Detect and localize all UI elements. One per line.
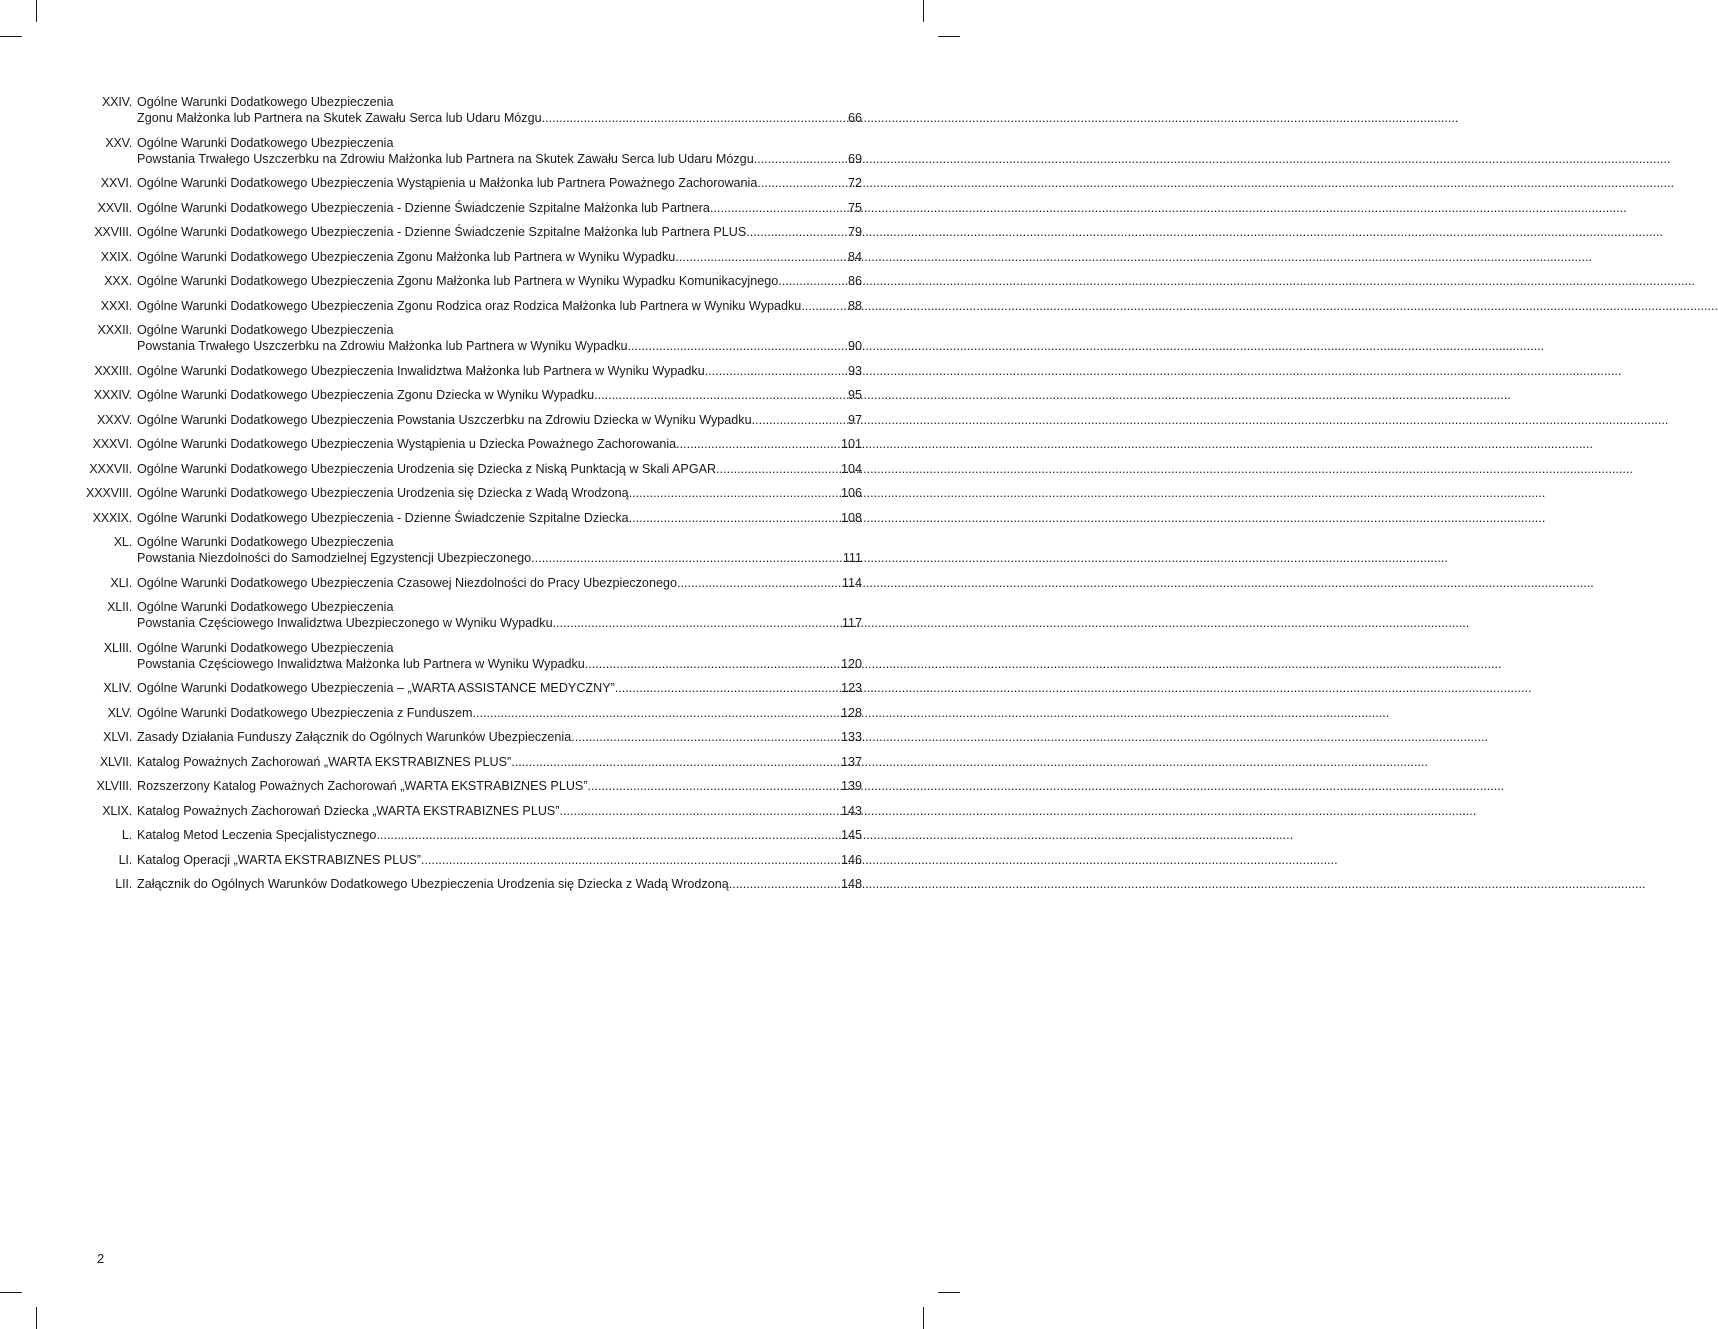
- toc-entry-title-line: Ogólne Warunki Dodatkowego Ubezpieczenia Urodzenia się Dziecka z Niską Punktacją w Skali APGAR: [137, 461, 717, 476]
- toc-entry-page: 86: [847, 274, 862, 288]
- toc-entry[interactable]: [0, 510, 960, 526]
- dot-leader: [629, 485, 841, 501]
- toc-entry-number: XXXII.: [97, 323, 132, 337]
- table-of-contents: [0, 94, 960, 901]
- toc-entry[interactable]: [0, 485, 960, 501]
- toc-entry-page: 95: [847, 388, 862, 402]
- toc-entry[interactable]: [0, 778, 960, 794]
- toc-entry[interactable]: [0, 387, 960, 403]
- toc-entry-title-line: Katalog Poważnych Zachorowań Dziecka „WARTA EKSTRABIZNES PLUS”: [137, 803, 560, 818]
- toc-entry[interactable]: [0, 827, 960, 843]
- toc-entry[interactable]: [0, 175, 960, 191]
- toc-entry-number: LI.: [118, 852, 132, 867]
- toc-entry-title-line: Ogólne Warunki Dodatkowego Ubezpieczenia Powstania Uszczerbku na Zdrowiu Dziecka w Wyniku Wypadku: [137, 412, 752, 427]
- toc-entry[interactable]: [0, 599, 960, 631]
- toc-entry[interactable]: [0, 322, 960, 354]
- toc-entry-page: 69: [847, 151, 862, 166]
- toc-entry-title-line: Powstania Niezdolności do Samodzielnej Egzystencji Ubezpieczonego: [137, 551, 532, 565]
- toc-entry-number: XXXIX.: [92, 510, 132, 525]
- toc-entry[interactable]: [0, 803, 960, 819]
- dot-leader: [729, 876, 841, 892]
- toc-entry-title-line: Ogólne Warunki Dodatkowego Ubezpieczenia z Funduszem: [137, 705, 473, 720]
- toc-entry-page: 120: [840, 656, 862, 671]
- toc-entry-number: L.: [121, 828, 132, 842]
- toc-entry-number: XLVI.: [103, 730, 132, 744]
- toc-entry-title-line: Powstania Trwałego Uszczerbku na Zdrowiu Małżonka lub Partnera na Skutek Zawału Serca lub Udaru Mózgu: [137, 151, 754, 166]
- toc-entry-number: XXXVIII.: [86, 486, 132, 500]
- toc-entry-page: 79: [847, 225, 862, 239]
- toc-entry-title-line: Ogólne Warunki Dodatkowego Ubezpieczenia Zgonu Rodzica oraz Rodzica Małżonka lub Partnera w Wyniku Wypadku: [137, 298, 802, 313]
- crop-mark-top-right: [923, 0, 924, 22]
- toc-entry-page: 93: [847, 363, 862, 378]
- dot-leader: [801, 298, 848, 314]
- toc-entry-title-line: Rozszerzony Katalog Poważnych Zachorowań „WARTA EKSTRABIZNES PLUS”: [137, 779, 588, 793]
- toc-entry-title-line: Ogólne Warunki Dodatkowego Ubezpieczenia Urodzenia się Dziecka z Wadą Wrodzoną: [137, 486, 629, 500]
- toc-entry-title-line: Załącznik do Ogólnych Warunków Dodatkowego Ubezpieczenia Urodzenia się Dziecka z Wadą Wrodzoną: [137, 877, 729, 891]
- toc-entry[interactable]: [0, 575, 960, 591]
- toc-entry[interactable]: [0, 754, 960, 770]
- toc-entry-page: 145: [840, 828, 862, 842]
- dot-leader: [585, 656, 841, 672]
- toc-entry-page: 90: [847, 339, 862, 353]
- dot-leader: [531, 550, 843, 566]
- dot-leader: [716, 461, 841, 477]
- dot-leader: [754, 151, 848, 167]
- toc-entry-title-line: Powstania Częściowego Inwalidztwa Małżonka lub Partnera w Wyniku Wypadku: [137, 656, 585, 671]
- toc-entry[interactable]: [0, 363, 960, 379]
- dot-leader: [746, 224, 848, 240]
- toc-entry-title-line: Ogólne Warunki Dodatkowego Ubezpieczenia: [137, 95, 394, 109]
- crop-mark-top-right-h: [938, 36, 960, 37]
- toc-entry[interactable]: [0, 534, 960, 566]
- toc-entry-page: 114: [841, 575, 862, 590]
- toc-entry-title-line: Ogólne Warunki Dodatkowego Ubezpieczenia: [137, 135, 394, 150]
- toc-entry-page: 133: [840, 730, 862, 744]
- toc-entry[interactable]: [0, 249, 960, 265]
- toc-entry[interactable]: [0, 298, 960, 314]
- toc-entry-number: XXVIII.: [94, 225, 132, 239]
- toc-entry-page: 97: [847, 412, 862, 427]
- toc-entry[interactable]: [0, 876, 960, 892]
- toc-entry-title-line: Powstania Częściowego Inwalidztwa Ubezpieczonego w Wyniku Wypadku: [137, 616, 553, 630]
- toc-entry-title-line: Ogólne Warunki Dodatkowego Ubezpieczenia Zgonu Małżonka lub Partnera w Wyniku Wypadku: [137, 249, 676, 264]
- toc-entry-number: XLV.: [107, 705, 132, 720]
- toc-entry[interactable]: [0, 135, 960, 167]
- crop-mark-top-left-h: [0, 36, 22, 37]
- crop-mark-bottom-right: [923, 1307, 924, 1329]
- toc-entry-title-line: Ogólne Warunki Dodatkowego Ubezpieczenia - Dzienne Świadczenie Szpitalne Małżonka lub Partnera PLUS: [137, 225, 747, 239]
- toc-entry-title-line: Katalog Poważnych Zachorowań „WARTA EKSTRABIZNES PLUS”: [137, 754, 512, 769]
- toc-entry-page: 106: [840, 486, 862, 500]
- toc-entry-page: 108: [840, 510, 862, 525]
- toc-entry-page: 123: [840, 681, 862, 695]
- toc-entry[interactable]: [0, 273, 960, 289]
- toc-entry-page: 88: [847, 298, 862, 313]
- dot-leader: [629, 510, 841, 526]
- dot-leader: [705, 363, 848, 379]
- toc-entry-title-line: Ogólne Warunki Dodatkowego Ubezpieczenia Inwalidztwa Małżonka lub Partnera w Wyniku Wypadku: [137, 363, 705, 378]
- toc-entry-number: XLVIII.: [96, 779, 132, 793]
- dot-leader: [560, 803, 841, 819]
- dot-leader: [710, 200, 848, 216]
- toc-entry-page: 84: [847, 249, 862, 264]
- dot-leader: [675, 249, 848, 265]
- toc-entry-title-line: Zgonu Małżonka lub Partnera na Skutek Zawału Serca lub Udaru Mózgu: [137, 111, 542, 125]
- toc-entry-number: XXXIII.: [94, 363, 132, 378]
- toc-entry-number: XLVII.: [99, 754, 132, 769]
- dot-leader: [594, 387, 848, 403]
- toc-entry-page: 75: [847, 200, 862, 215]
- toc-entry[interactable]: [0, 729, 960, 745]
- toc-entry[interactable]: [0, 200, 960, 216]
- crop-mark-bottom-right-h: [938, 1292, 960, 1293]
- toc-entry-page: 104: [840, 461, 862, 476]
- page-number: 2: [97, 1251, 105, 1266]
- toc-entry-page: 143: [840, 803, 862, 818]
- toc-entry-title-line: Ogólne Warunki Dodatkowego Ubezpieczenia Wystąpienia u Małżonka lub Partnera Poważnego Zachorowania: [137, 176, 758, 190]
- toc-entry-title-line: Powstania Trwałego Uszczerbku na Zdrowiu Małżonka lub Partnera w Wyniku Wypadku: [137, 339, 628, 353]
- toc-entry-number: XXXI.: [100, 298, 132, 313]
- toc-entry-page: 72: [847, 176, 862, 190]
- toc-entry-number: XLI.: [110, 575, 132, 590]
- toc-entry[interactable]: [0, 680, 960, 696]
- toc-entry-title-line: Katalog Metod Leczenia Specjalistycznego: [137, 828, 377, 842]
- toc-entry-page: 146: [840, 852, 862, 867]
- dot-leader: [421, 852, 841, 868]
- toc-entry-page: 66: [847, 111, 862, 125]
- toc-entry-number: XXX.: [104, 274, 132, 288]
- toc-entry-title-line: Katalog Operacji „WARTA EKSTRABIZNES PLUS”: [137, 852, 421, 867]
- toc-entry-number: XXIX.: [100, 249, 132, 264]
- toc-entry-page: 139: [840, 779, 862, 793]
- toc-entry[interactable]: [0, 640, 960, 672]
- toc-entry-number: XXVI.: [100, 176, 132, 190]
- toc-entry-title-line: Ogólne Warunki Dodatkowego Ubezpieczenia - Dzienne Świadczenie Szpitalne Dziecka: [137, 510, 629, 525]
- dot-leader: [376, 827, 841, 843]
- dot-leader: [473, 705, 841, 721]
- toc-entry-title-line: Ogólne Warunki Dodatkowego Ubezpieczenia Czasowej Niezdolności do Pracy Ubezpieczonego: [137, 575, 677, 590]
- dot-leader: [757, 175, 848, 191]
- toc-entry[interactable]: [0, 461, 960, 477]
- toc-entry-number: XLII.: [107, 600, 132, 614]
- toc-entry-title-line: Ogólne Warunki Dodatkowego Ubezpieczenia: [137, 640, 394, 655]
- toc-entry-title-line: Ogólne Warunki Dodatkowego Ubezpieczenia - Dzienne Świadczenie Szpitalne Małżonka lub Partnera: [137, 200, 710, 215]
- toc-entry[interactable]: [0, 436, 960, 452]
- toc-entry-title-line: Ogólne Warunki Dodatkowego Ubezpieczenia Wystąpienia u Dziecka Poważnego Zachorowania: [137, 437, 677, 451]
- toc-entry-page: 137: [840, 754, 862, 769]
- toc-entry-title-line: Ogólne Warunki Dodatkowego Ubezpieczenia Zgonu Dziecka w Wyniku Wypadku: [137, 388, 595, 402]
- toc-entry[interactable]: [0, 705, 960, 721]
- toc-entry-number: XLIX.: [102, 803, 132, 818]
- toc-entry-page: 101: [840, 437, 862, 451]
- toc-entry-number: XLIV.: [103, 681, 132, 695]
- toc-entry-page: 148: [840, 877, 862, 891]
- dot-leader: [778, 273, 848, 289]
- dot-leader: [571, 729, 841, 745]
- dot-leader: [627, 338, 848, 354]
- toc-entry-number: XXXVII.: [89, 461, 132, 476]
- toc-entry[interactable]: [0, 852, 960, 868]
- toc-entry-title-line: Zasady Działania Funduszy Załącznik do Ogólnych Warunków Ubezpieczenia: [137, 730, 572, 744]
- toc-entry-number: XXXV.: [97, 412, 132, 427]
- dot-leader: [677, 575, 842, 591]
- toc-entry-number: XXVII.: [97, 200, 132, 215]
- dot-leader: [615, 680, 841, 696]
- toc-entry-page: 117: [841, 616, 862, 630]
- dot-leader: [752, 412, 848, 428]
- dot-leader: [511, 754, 841, 770]
- toc-entry-number: LII.: [115, 877, 132, 891]
- dot-leader: [676, 436, 841, 452]
- toc-entry-page: 128: [840, 705, 862, 720]
- toc-entry-title-line: Ogólne Warunki Dodatkowego Ubezpieczenia – „WARTA ASSISTANCE MEDYCZNY”: [137, 681, 615, 695]
- dot-leader: [588, 778, 841, 794]
- toc-entry-number: XXXIV.: [93, 388, 132, 402]
- crop-mark-bottom-left: [36, 1307, 37, 1329]
- toc-entry-page: 111: [842, 551, 862, 565]
- crop-mark-top-left: [36, 0, 37, 22]
- toc-entry-number: XXV.: [105, 135, 132, 150]
- dot-leader: [542, 110, 848, 126]
- toc-entry-title-line: Ogólne Warunki Dodatkowego Ubezpieczenia Zgonu Małżonka lub Partnera w Wyniku Wypadku Komunikacyjnego: [137, 274, 779, 288]
- dot-leader: [553, 615, 842, 631]
- toc-entry-number: XLIII.: [103, 640, 132, 655]
- toc-entry[interactable]: [0, 224, 960, 240]
- toc-entry[interactable]: [0, 412, 960, 428]
- toc-entry[interactable]: [0, 94, 960, 126]
- toc-entry-title-line: Ogólne Warunki Dodatkowego Ubezpieczenia: [137, 535, 394, 549]
- toc-entry-title-line: Ogólne Warunki Dodatkowego Ubezpieczenia: [137, 323, 394, 337]
- toc-entry-number: XXIV.: [101, 95, 132, 109]
- toc-entry-number: XL.: [113, 535, 132, 549]
- toc-entry-number: XXXVI.: [92, 437, 132, 451]
- toc-entry-title-line: Ogólne Warunki Dodatkowego Ubezpieczenia: [137, 600, 394, 614]
- crop-mark-bottom-left-h: [0, 1292, 22, 1293]
